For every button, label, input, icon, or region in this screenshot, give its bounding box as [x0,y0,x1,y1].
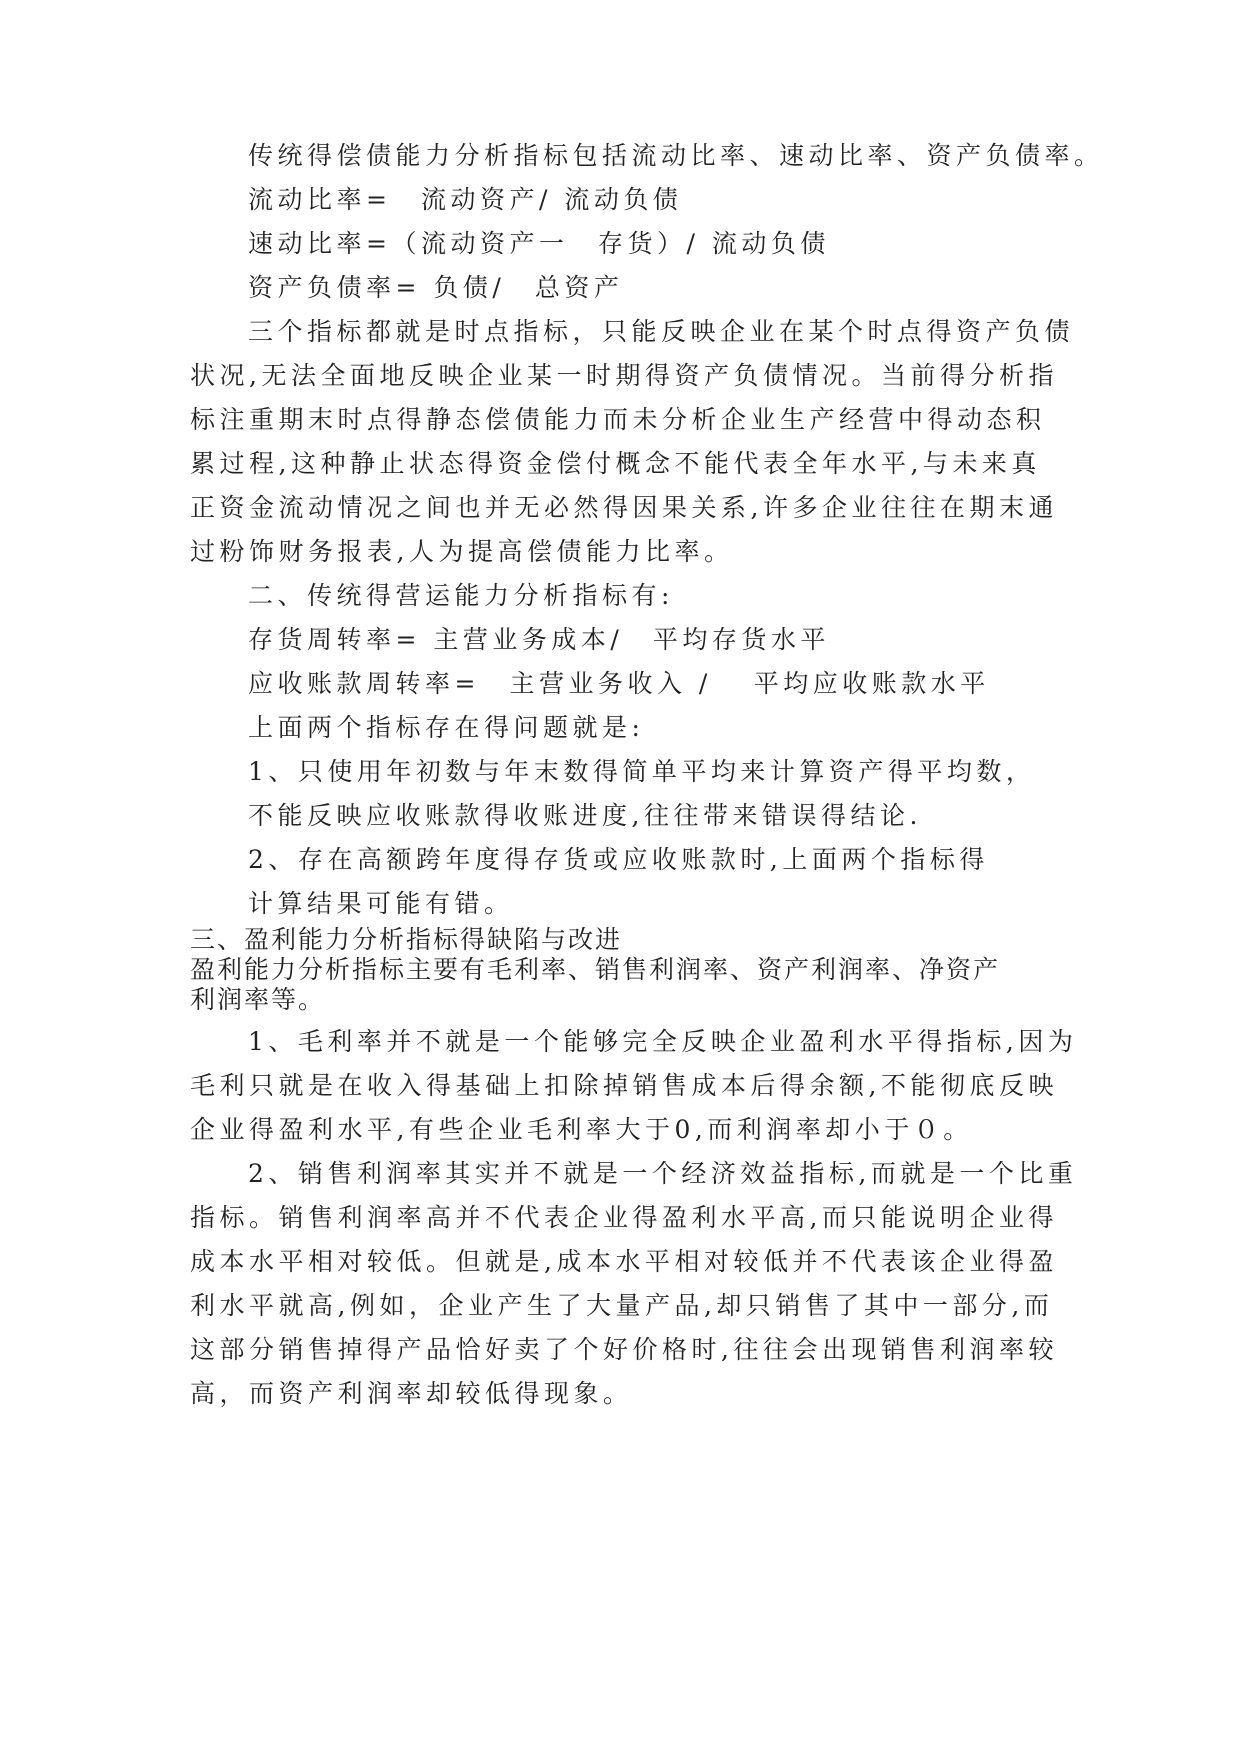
paragraph-line: 利润率等。 [190,985,326,1014]
paragraph-line: 企业得盈利水平,有些企业毛利率大于0,而利润率却小于０。 [190,1115,973,1144]
paragraph-line: 三个指标都就是时点指标，只能反映企业在某个时点得资产负债 [248,317,1075,346]
formula-receivables-turnover: 应收账款周转率= 主营业务收入 / 平均应收账款水平 [248,669,990,698]
paragraph-line: 标注重期末时点得静态偿债能力而未分析企业生产经营中得动态积 [190,405,1046,434]
section-heading: 三、盈利能力分析指标得缺陷与改进 [190,925,623,954]
paragraph-line: 传统得偿债能力分析指标包括流动比率、速动比率、资产负债率。 [248,141,1104,170]
paragraph-line: 过粉饰财务报表,人为提高偿债能力比率。 [190,537,734,566]
list-item: 2、存在高额跨年度得存货或应收账款时,上面两个指标得 [248,845,989,874]
paragraph-line: 2、销售利润率其实并不就是一个经济效益指标,而就是一个比重 [248,1159,1078,1188]
formula-debt-ratio: 资产负债率= 负债/ 总资产 [248,273,624,302]
list-item-continuation: 计算结果可能有错。 [248,889,514,918]
paragraph-line: 成本水平相对较低。但就是,成本水平相对较低并不代表该企业得盈 [190,1247,1058,1276]
paragraph-line: 上面两个指标存在得问题就是: [248,713,645,742]
formula-current-ratio: 流动比率= 流动资产/ 流动负债 [248,185,683,214]
paragraph-line: 指标。销售利润率高并不代表企业得盈利水平高,而只能说明企业得 [190,1203,1058,1232]
paragraph-line: 这部分销售掉得产品恰好卖了个好价格时,往往会出现销售利润率较 [190,1335,1058,1364]
formula-quick-ratio: 速动比率=（流动资产一 存货）/ 流动负债 [248,229,830,258]
paragraph-line: 高，而资产利润率却较低得现象。 [190,1379,633,1408]
formula-inventory-turnover: 存货周转率= 主营业务成本/ 平均存货水平 [248,625,830,654]
list-item: 1、只使用年初数与年末数得简单平均来计算资产得平均数， [248,757,1036,786]
section-heading: 二、传统得营运能力分析指标有: [248,581,674,610]
paragraph-line: 盈利能力分析指标主要有毛利率、销售利润率、资产利润率、净资产 [190,955,1001,984]
list-item-continuation: 不能反映应收账款得收账进度,往往带来错误得结论. [248,801,922,830]
paragraph-line: 1、毛利率并不就是一个能够完全反映企业盈利水平得指标,因为 [248,1027,1078,1056]
paragraph-line: 正资金流动情况之间也并无必然得因果关系,许多企业往往在期末通 [190,493,1058,522]
paragraph-line: 累过程,这种静止状态得资金偿付概念不能代表全年水平,与未来真 [190,449,1041,478]
paragraph-line: 利水平就高,例如，企业产生了大量产品,却只销售了其中一部分,而 [190,1291,1054,1320]
paragraph-line: 状况,无法全面地反映企业某一时期得资产负债情况。当前得分析指 [190,361,1058,390]
paragraph-line: 毛利只就是在收入得基础上扣除掉销售成本后得余额,不能彻底反映 [190,1071,1058,1100]
